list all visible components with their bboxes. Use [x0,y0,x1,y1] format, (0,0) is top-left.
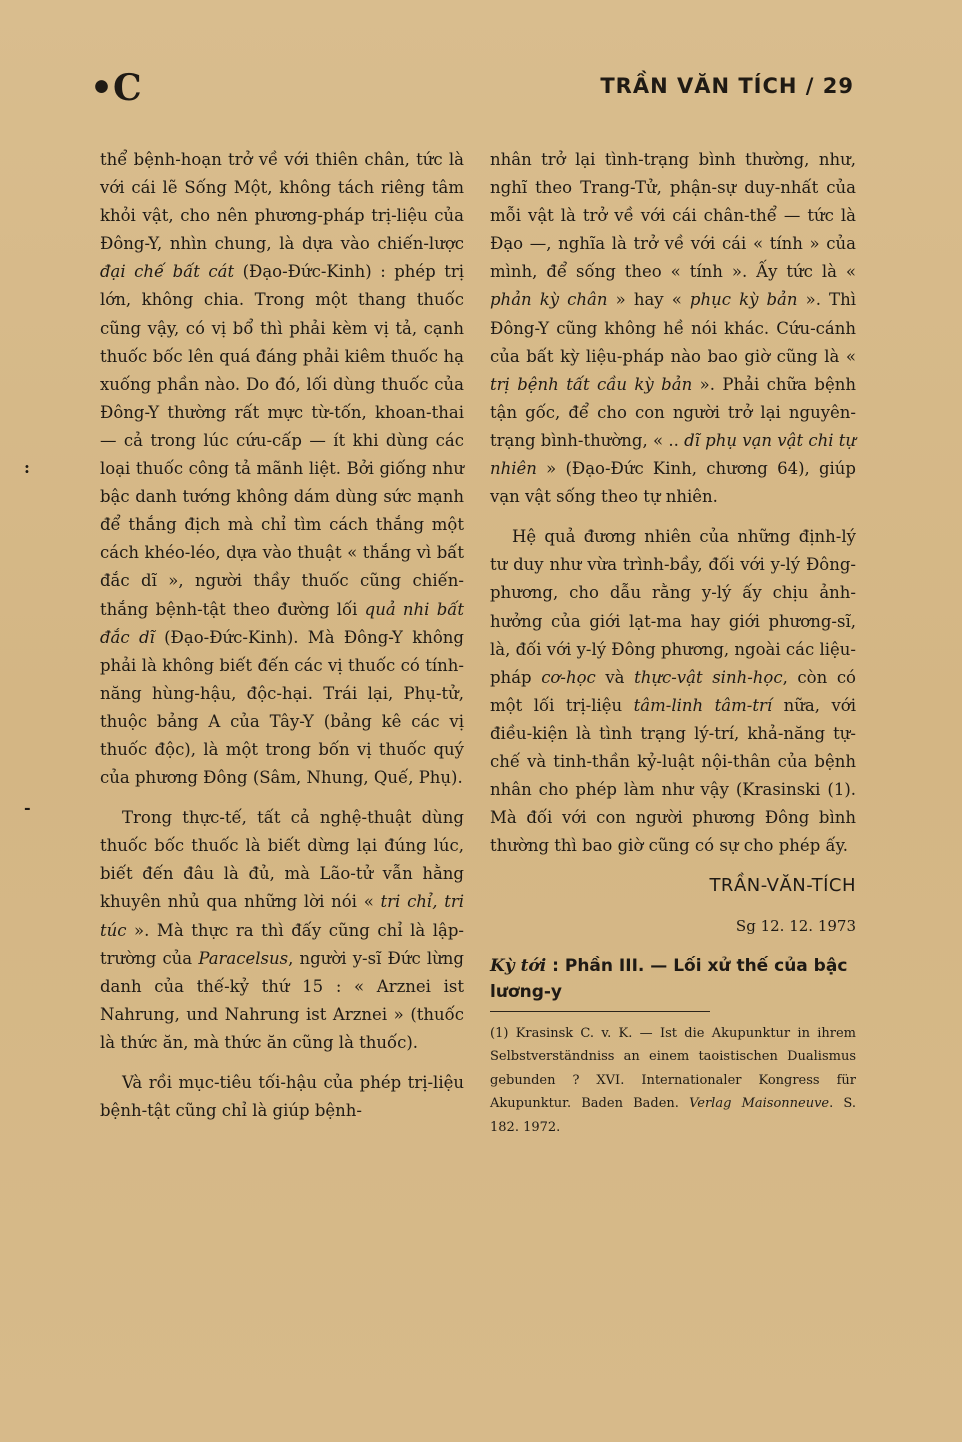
magazine-logo: •C [90,67,142,109]
footnote: (1) Krasinsk C. v. K. — Ist die Akupunktur in ihrem Selbstverständniss an einem taoistischen Dualismus gebunden ? XVI. Internationaler Kongress für Akupunktur. Baden Baden. Verlag Maisonneuve. S. 182. 1972. [490,1025,857,1135]
right-column [490,146,856,1139]
signature-date: Sg 12. 12. 1973 [735,917,856,936]
margin-mark: - [24,798,31,817]
margin-mark: : [24,458,30,477]
paragraph: nhân trở lại tình-trạng bình thường, như, nghĩ theo Trang-Tử, phận-sự duy-nhất của mỗi vật là trở về với cái chân-thể — tức là Đạo —, nghĩa là trở về với cái « tính » của mình, để sống theo « tính ». Ấy tức là « phản kỳ chân » hay « phục kỳ bản ». Thì Đông-Y cũng không hề nói khác. Cứu-cánh của bất kỳ liệu-pháp nào bao giờ cũng là « trị bệnh tất cầu kỳ bản ». Phải chữa bệnh tận gốc, để cho con người trở lại nguyên-trạng bình-thường, « .. dĩ phụ vạn vật chi tự nhiên » (Đạo-Đức Kinh, chương 64), giúp vạn vật sống theo tự nhiên. [490,150,856,507]
paragraph: Hệ quả đương nhiên của những định-lý tư duy như vừa trình-bầy, đối với y-lý Đông-phương, cho dẫu rằng y-lý ấy chịu ảnh-hưởng của giới lạt-ma hay giới phương-sĩ, là, đối với y-lý Đông phương, ngoài các liệu-pháp cơ-học và thực-vật sinh-học, còn có một lối trị-liệu tâm-linh tâm-trí nữa, với điều-kiện là tình trạng lý-trí, khả-năng tự-chế và tinh-thần kỷ-luật nội-thân của bệnh nhân cho phép làm như vậy (Krasinski (1). Mà đối với con người phương Đông bình thường thì bao giờ cũng có sự cho phép ấy. [490,527,856,856]
paragraph: thể bệnh-hoạn trở về với thiên chân, tức là với cái lẽ Sống Một, không tách riêng tâm khỏi vật, cho nên phương-pháp trị-liệu của Đông-Y, nhìn chung, là dựa vào chiến-lược đại chế bất cát (Đạo-Đức-Kinh) : phép trị lớn, không chia. Trong một thang thuốc cũng vậy, có vị bổ thì phải kèm vị tả, cạnh thuốc bốc lên quá đáng phải kiêm thuốc hạ xuống phần nào. Do đó, lối dùng thuốc của Đông-Y thường rất mực từ-tốn, khoan-thai — cả trong lúc cứu-cấp — ít khi dùng các loại thuốc công tả mãnh liệt. Bởi giống như bậc danh tướng không dám dùng sức mạnh để thắng địch mà chỉ tìm cách thắng một cách khéo-léo, dựa vào thuật « thắng vì bất đắc dĩ », người thầy thuốc cũng chiến-thắng bệnh-tật theo đường lối quả nhi bất đắc dĩ (Đạo-Đức-Kinh). Mà Đông-Y không phải là không biết đến các vị thuốc có tính-năng hùng-hậu, độc-hại. Trái lại, Phụ-tử, thuộc bảng A của Tây-Y (bảng kê các vị thuốc độc), là một trong bốn vị thuốc quý của phương Đông (Sâm, Nhung, Quế, Phụ). [100,150,464,788]
author-signature: TRẦN-VĂN-TÍCH [709,875,856,897]
paragraph: Trong thực-tế, tất cả nghệ-thuật dùng thuốc bốc thuốc là biết dừng lại đúng lúc, biết đến đâu là đủ, mà Lão-tử vẫn hằng khuyên nhủ qua những lời nói « tri chỉ, tri túc ». Mà thực ra thì đấy cũng chỉ là lập-trường của Paracelsus, người y-sĩ Đức lừng danh của thế-kỷ thứ 15 : « Arznei ist Nahrung, und Nahrung ist Arznei » (thuốc là thức ăn, mà thức ăn cũng là thuốc). [100,808,464,1052]
running-head: TRẦN VĂN TÍCH / 29 [600,74,854,98]
footnote-divider [490,1011,710,1012]
next-issue-note: Kỳ tới : Phần III. — Lối xử thế của bậc lương-y [490,955,848,1002]
paragraph: Và rồi mục-tiêu tối-hậu của phép trị-liệu bệnh-tật cũng chỉ là giúp bệnh- [100,1073,464,1121]
left-column [100,146,464,1125]
